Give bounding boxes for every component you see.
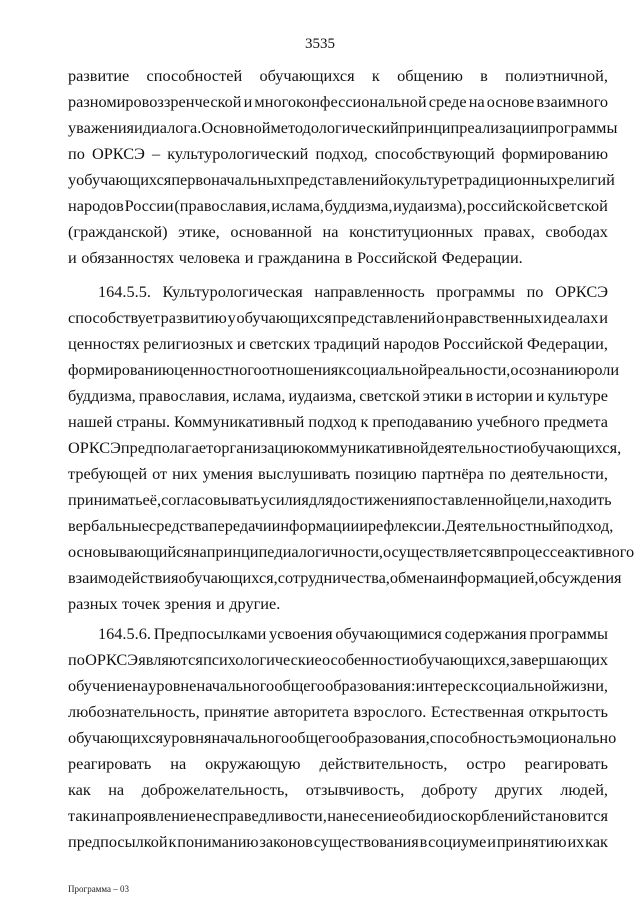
text-line: уважения и диалога. Основной методологический принцип реализации программы [68, 118, 618, 137]
text-line: как на доброжелательность, отзывчивость, доброту других людей, [68, 780, 608, 799]
text-line: принимать её, согласовывать усилия для достижения поставленной цели, находить [68, 490, 612, 509]
text-line: требующей от них умения выслушивать позицию партнёра по деятельности, [68, 464, 608, 483]
text-line: обучение на уровне начального общего образования: интерес к социальной жизни, [68, 676, 608, 695]
text-line: обучающихся уровня начального общего образования, способность эмоционально [68, 728, 617, 747]
text-line: буддизма, православия, ислама, иудаизма, светской этики в истории и культуре [68, 386, 608, 405]
footer-program-label: Программа – 03 [68, 884, 130, 894]
text-line: реагировать на окружающую действительность, остро реагировать [68, 754, 608, 773]
text-line: (гражданской) этике, основанной на конституционных правах, свободах [68, 222, 608, 241]
text-line: у обучающихся первоначальных представлений о культуре традиционных религий [68, 170, 615, 189]
text-line: так и на проявление несправедливости, нанесение обид и оскорблений становится [68, 806, 608, 825]
paragraph-164-5-5 [68, 279, 635, 617]
text-line: формированию ценностного отношения к социальной реальности, осознанию роли [68, 360, 620, 379]
text-line: взаимодействия обучающихся, сотрудничества, обмена информацией, обсуждения [68, 568, 622, 587]
text-line: развитие способностей обучающихся к общению в полиэтничной, [68, 66, 608, 85]
text-line: нашей страны. Коммуникативный подход к преподаванию учебного предмета [68, 412, 608, 431]
text-line: предпосылкой к пониманию законов существования в социуме и принятию их как [68, 832, 608, 851]
text-line: любознательность, принятие авторитета взрослого. Естественная открытость [68, 702, 608, 721]
paragraph-164-5-6 [68, 621, 617, 855]
text-line: разных точек зрения и другие. [68, 594, 281, 613]
paragraph-continuation [68, 63, 618, 271]
text-line: 164.5.6. Предпосылками усвоения обучающимися содержания программы [98, 624, 608, 643]
text-line: по ОРКСЭ – культурологический подход, способствующий формированию [68, 144, 608, 163]
text-line: вербальные средства передачи информации и рефлексии. Деятельностный подход, [68, 516, 614, 535]
text-line: разномировоззренческой и многоконфессиональной среде на основе взаимного [68, 92, 608, 111]
text-line: ОРКСЭ предполагает организацию коммуникативной деятельности обучающихся, [68, 438, 622, 457]
text-line: 164.5.5. Культурологическая направленность программы по ОРКСЭ [98, 282, 608, 301]
text-line: способствует развитию у обучающихся представлений о нравственных идеалах и [68, 308, 608, 327]
text-line: и обязанностях человека и гражданина в Российской Федерации. [68, 248, 523, 267]
text-line: ценностях религиозных и светских традиций народов Российской Федерации, [68, 334, 608, 353]
text-line: основывающийся на принципе диалогичности, осуществляется в процессе активного [68, 542, 635, 561]
text-line: по ОРКСЭ являются психологические особенности обучающихся, завершающих [68, 650, 608, 669]
page-number: 3535 [305, 36, 335, 52]
text-line: народов России (православия, ислама, буддизма, иудаизма), российской светской [68, 196, 608, 215]
